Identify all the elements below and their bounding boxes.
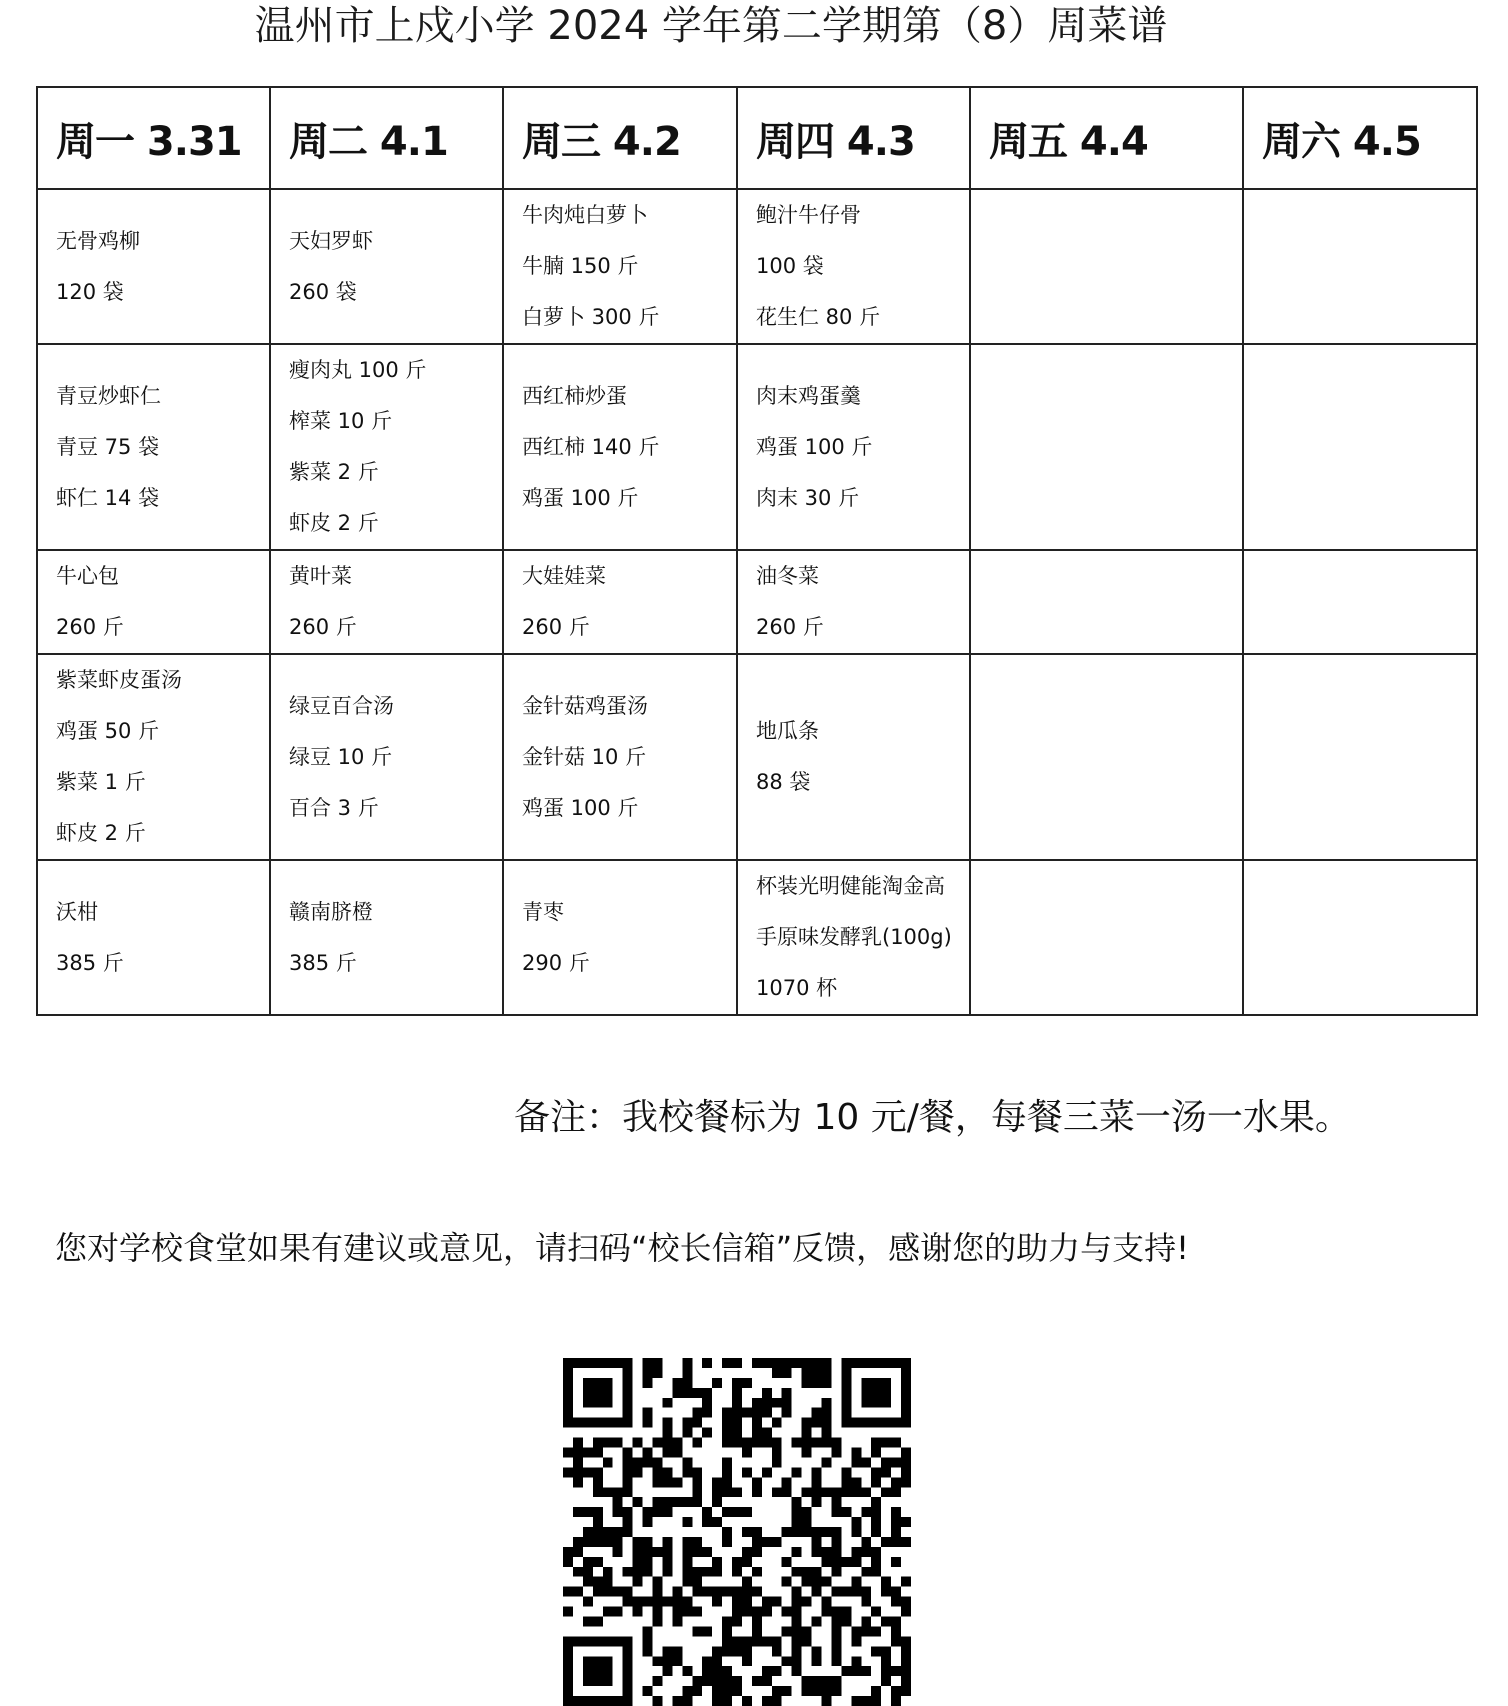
menu-line: 无骨鸡柳 [56,228,140,253]
menu-line: 260 斤 [289,615,357,639]
menu-line: 紫菜 1 斤 [56,770,146,794]
menu-cell [1243,189,1477,344]
menu-cell [737,860,970,1015]
menu-line: 西红柿 140 斤 [522,434,660,459]
menu-cell [37,550,270,654]
menu-cell [1243,654,1477,860]
menu-cell [270,654,503,860]
menu-line: 虾皮 2 斤 [289,511,379,535]
day-header: 周六 4.5 [1243,87,1477,189]
menu-line: 油冬菜 [756,564,819,588]
menu-cell [37,344,270,550]
day-header: 周三 4.2 [503,87,737,189]
menu-line: 鸡蛋 50 斤 [56,719,160,743]
menu-line: 100 袋 [756,254,824,278]
menu-line: 地瓜条 [756,719,819,743]
table-row [37,189,1477,344]
menu-cell [270,189,503,344]
weekly-menu-table [36,86,1478,1016]
menu-line: 肉末鸡蛋羹 [756,383,861,408]
feedback-message: 您对学校食堂如果有建议或意见，请扫码“校长信箱”反馈，感谢您的助力与支持! [55,1229,1189,1267]
menu-cell [737,550,970,654]
menu-line: 金针菇 10 斤 [522,744,647,769]
menu-line: 120 袋 [56,279,124,304]
day-header: 周一 3.31 [37,87,270,189]
menu-line: 杯装光明健能淘金高 [756,874,945,898]
page-title: 温州市上戍小学 2024 学年第二学期第（8）周菜谱 [254,3,1168,49]
menu-line: 虾仁 14 袋 [56,485,160,510]
menu-line: 肉末 30 斤 [756,485,860,510]
menu-line: 手原味发酵乳(100g) [756,925,952,949]
menu-cell [503,860,737,1015]
menu-line: 385 斤 [56,950,124,975]
table-row [37,344,1477,550]
menu-line: 天妇罗虾 [289,228,373,253]
menu-line: 青豆 75 袋 [56,434,160,459]
menu-cell [970,344,1243,550]
menu-line: 鸡蛋 100 斤 [756,434,873,459]
menu-line: 绿豆 10 斤 [289,744,393,769]
menu-line: 金针菇鸡蛋汤 [522,693,648,718]
qr-code-icon[interactable] [562,1358,912,1706]
menu-line: 瘦肉丸 100 斤 [289,358,427,382]
menu-cell [1243,860,1477,1015]
menu-cell [503,654,737,860]
menu-line: 百合 3 斤 [289,795,379,820]
menu-line: 绿豆百合汤 [289,693,394,718]
menu-cell [270,860,503,1015]
menu-cell [970,550,1243,654]
menu-line: 黄叶菜 [289,564,352,588]
menu-line: 385 斤 [289,950,357,975]
menu-line: 牛腩 150 斤 [522,254,639,278]
table-header-row [37,87,1477,189]
menu-cell [503,344,737,550]
table-row [37,654,1477,860]
menu-line: 大娃娃菜 [522,564,606,588]
menu-line: 牛肉炖白萝卜 [522,203,648,227]
menu-line: 260 斤 [522,615,590,639]
menu-line: 青枣 [522,899,564,924]
menu-line: 榨菜 10 斤 [289,409,393,433]
menu-cell [1243,550,1477,654]
menu-line: 赣南脐橙 [289,899,373,924]
menu-cell [37,654,270,860]
day-header: 周四 4.3 [737,87,970,189]
menu-cell [270,344,503,550]
menu-line: 290 斤 [522,950,590,975]
day-header: 周二 4.1 [270,87,503,189]
menu-line: 虾皮 2 斤 [56,821,146,845]
menu-line: 西红柿炒蛋 [522,383,627,408]
menu-line: 88 袋 [756,770,811,794]
meal-standard-note: 备注：我校餐标为 10 元/餐，每餐三菜一汤一水果。 [514,1097,1351,1138]
menu-cell [37,860,270,1015]
menu-line: 紫菜 2 斤 [289,460,379,484]
menu-line: 260 斤 [56,615,124,639]
menu-cell [270,550,503,654]
menu-line: 1070 杯 [756,976,838,1000]
menu-cell [37,189,270,344]
menu-cell [737,344,970,550]
menu-line: 紫菜虾皮蛋汤 [56,668,182,692]
menu-cell [970,860,1243,1015]
menu-cell [503,550,737,654]
menu-line: 260 袋 [289,279,357,304]
menu-cell [970,654,1243,860]
menu-cell [1243,344,1477,550]
menu-line: 花生仁 80 斤 [756,305,881,329]
menu-cell [737,189,970,344]
menu-cell [503,189,737,344]
table-row [37,550,1477,654]
menu-line: 鸡蛋 100 斤 [522,485,639,510]
day-header: 周五 4.4 [970,87,1243,189]
menu-line: 牛心包 [56,564,119,588]
menu-line: 鸡蛋 100 斤 [522,795,639,820]
menu-line: 青豆炒虾仁 [56,383,161,408]
menu-line: 260 斤 [756,615,824,639]
table-row [37,860,1477,1015]
menu-cell [737,654,970,860]
menu-cell [970,189,1243,344]
menu-line: 沃柑 [56,899,98,924]
menu-line: 鲍汁牛仔骨 [756,203,861,227]
menu-line: 白萝卜 300 斤 [522,305,660,329]
